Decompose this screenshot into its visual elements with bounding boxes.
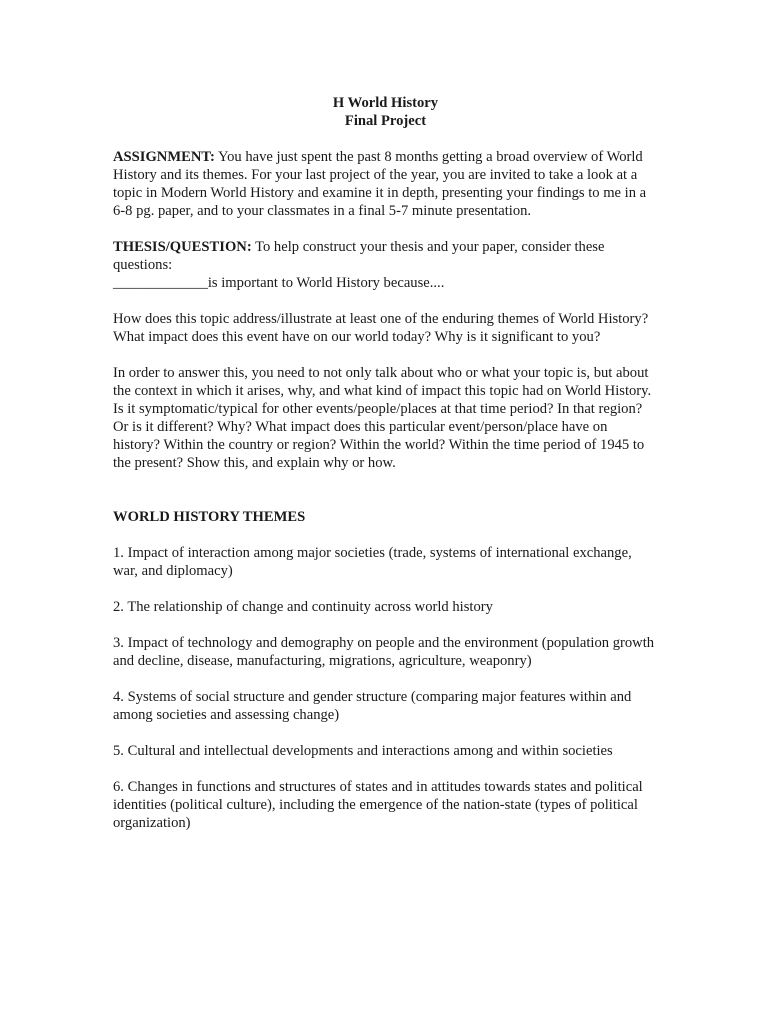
theme-item: 4. Systems of social structure and gender structure (comparing major features within and among societies and assessing change) [113,689,632,723]
project-title: Final Project [344,113,427,129]
theme-item: 3. Impact of technology and demography on people and the environment (population growth and decline, disease, manufacturing, migrations, agriculture, weaponry) [113,635,655,669]
context-paragraph: In order to answer this, you need to not only talk about who or what your topic is, but about the context in which it arises, why, and what kind of impact this topic had on World History. Is it symptomatic/typical for other events/people/places at that time period? In that region? Or is it different? Why? What impact does this particular event/person/place have on history? Within the country or region? Within the world? Within the time period of 1945 to the present? Show this, and explain why or how. [113,365,652,471]
theme-item: 1. Impact of interaction among major societies (trade, systems of international exchange, war, and diplomacy) [113,545,632,579]
assignment-label: ASSIGNMENT: [113,149,215,165]
theme-item: 6. Changes in functions and structures of states and in attitudes towards states and political identities (political culture), including the emergence of the nation-state (types of political organization) [113,779,643,831]
thesis-prompt: _____________is important to World History because.... [113,275,445,291]
thesis-text: To help construct your thesis and your paper, consider these questions: [113,239,605,273]
assignment-text: You have just spent the past 8 months getting a broad overview of World History and its themes. For your last project of the year, you are invited to take a look at a topic in Modern World History and examine it in depth, presenting your findings to me in a 6-8 pg. paper, and to your classmates in a final 5-7 minute presentation. [113,149,647,219]
thesis-label: THESIS/QUESTION: [113,239,252,255]
document-page [113,94,658,850]
theme-item: 2. The relationship of change and continuity across world history [113,599,493,615]
question-paragraph: How does this topic address/illustrate at least one of the enduring themes of World History? What impact does this event have on our world today? Why is it significant to you? [113,311,649,345]
course-title: H World History [332,95,439,111]
theme-item: 5. Cultural and intellectual developments and interactions among and within societies [113,743,613,759]
thesis-paragraph [113,238,658,274]
themes-heading: WORLD HISTORY THEMES [113,509,306,525]
assignment-paragraph [113,148,658,220]
